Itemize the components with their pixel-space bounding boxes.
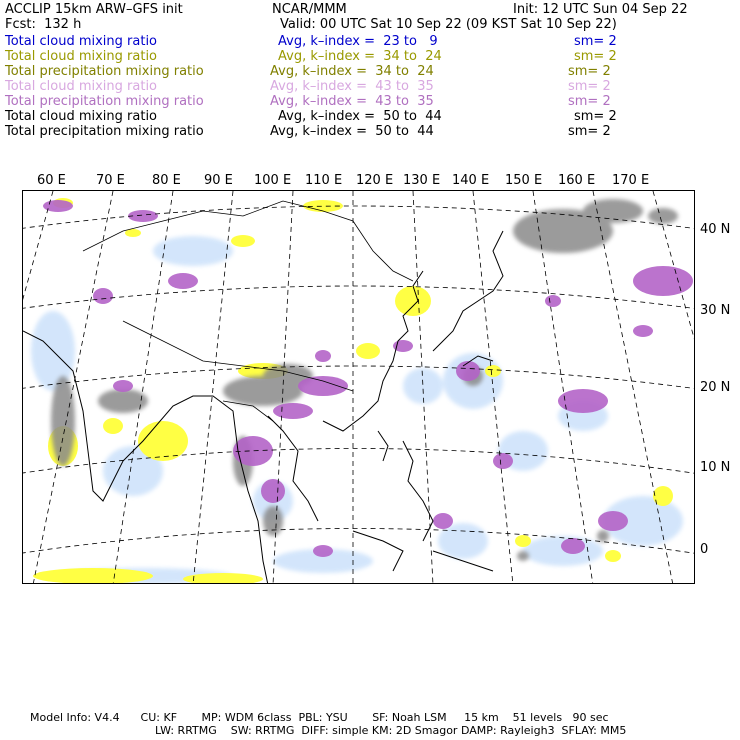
lon-label: 100 E [254, 173, 292, 188]
org: NCAR/MMM [272, 2, 347, 17]
legend-sm: sm= 2 [574, 34, 617, 49]
init-time: Init: 12 UTC Sun 04 Sep 22 [513, 2, 688, 17]
lon-label: 160 E [558, 173, 596, 188]
valid-time: Valid: 00 UTC Sat 10 Sep 22 (09 KST Sat 10 Sep 22) [280, 17, 617, 32]
map-canvas [23, 191, 695, 584]
legend-avg: Avg, k–index = 43 to 35 [270, 94, 434, 109]
legend-name: Total precipitation mixing ratio [5, 94, 204, 109]
legend-name: Total precipitation mixing ratio [5, 64, 204, 79]
legend-name: Total cloud mixing ratio [5, 79, 158, 94]
lat-label: 30 N [700, 303, 731, 318]
legend-name: Total cloud mixing ratio [5, 49, 158, 64]
lat-label: 0 [700, 542, 709, 557]
map-panel [22, 190, 695, 584]
legend-sm: sm= 2 [568, 94, 611, 109]
lon-label: 70 E [96, 173, 125, 188]
lon-label: 140 E [452, 173, 490, 188]
legend-avg: Avg, k–index = 23 to 9 [278, 34, 438, 49]
lon-label: 110 E [305, 173, 343, 188]
lat-label: 40 N [700, 222, 731, 237]
lon-label: 60 E [37, 173, 66, 188]
legend-avg: Avg, k–index = 34 to 24 [278, 49, 442, 64]
legend-sm: sm= 2 [568, 79, 611, 94]
legend-sm: sm= 2 [568, 64, 611, 79]
legend-sm: sm= 2 [568, 124, 611, 139]
lon-label: 170 E [612, 173, 650, 188]
legend-sm: sm= 2 [574, 49, 617, 64]
legend-avg: Avg, k–index = 34 to 24 [270, 64, 434, 79]
legend-avg: Avg, k–index = 43 to 35 [270, 79, 434, 94]
upper-cloud-field [43, 200, 693, 557]
model-info-line1: Model Info: V4.4 CU: KF MP: WDM 6class PBL: YSU SF: Noah LSM 15 km 51 levels 90 sec [30, 711, 609, 724]
title: ACCLIP 15km ARW–GFS init [5, 2, 183, 17]
legend-name: Total precipitation mixing ratio [5, 124, 204, 139]
lat-label: 20 N [700, 380, 731, 395]
lon-label: 90 E [204, 173, 233, 188]
lon-label: 150 E [505, 173, 543, 188]
precip-field [51, 199, 678, 561]
lon-label: 80 E [152, 173, 181, 188]
legend-avg: Avg, k–index = 50 to 44 [278, 109, 442, 124]
lon-label: 120 E [356, 173, 394, 188]
lat-label: 10 N [700, 460, 731, 475]
coastlines [23, 231, 503, 584]
legend-name: Total cloud mixing ratio [5, 34, 158, 49]
lon-label: 130 E [403, 173, 441, 188]
legend-sm: sm= 2 [574, 109, 617, 124]
model-info-line2: LW: RRTMG SW: RRTMG DIFF: simple KM: 2D Smagor DAMP: Rayleigh3 SFLAY: MM5 [155, 724, 627, 737]
forecast-hour: Fcst: 132 h [5, 17, 82, 32]
legend-name: Total cloud mixing ratio [5, 109, 158, 124]
legend-avg: Avg, k–index = 50 to 44 [270, 124, 434, 139]
